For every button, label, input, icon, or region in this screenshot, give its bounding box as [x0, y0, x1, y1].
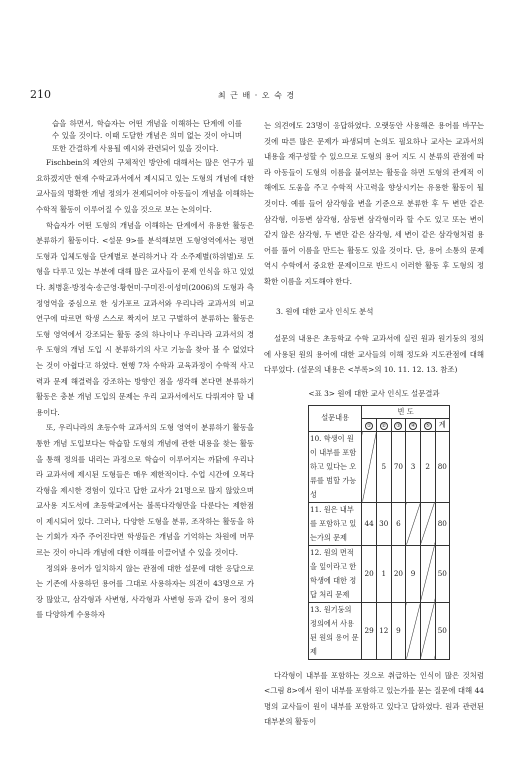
table-caption: <표 3> 원에 대한 교사 인식도 설문결과 — [308, 388, 440, 398]
table-header-item: 설문내용 — [309, 405, 362, 431]
cell-total: 80 — [435, 431, 449, 502]
cell: 9 — [391, 602, 406, 659]
scale-header: ③ — [391, 418, 406, 431]
cell: 6 — [391, 502, 406, 545]
cell — [420, 502, 435, 545]
scale-header: ② — [376, 418, 391, 431]
cell: 44 — [362, 502, 377, 545]
table-header-frequency: 빈 도 — [362, 405, 450, 418]
cell — [406, 602, 421, 659]
running-head: 최 근 배 · 오 숙 경 — [217, 91, 296, 100]
cell: 12 — [376, 602, 391, 659]
body-paragraph: 다각형이 내부를 포함하는 것으로 취급하는 인식이 많은 것처럼 <그림 8>에서 원이 내부를 포함하고 있는가를 묻는 질문에 대해 44명의 교사들이 원이 내부를 포함하고 있다고 답하였다. 원과 관련된 대부분의 활동이 — [264, 670, 484, 727]
survey-results-table — [308, 405, 450, 660]
scale-header-total: 계 — [435, 418, 449, 431]
body-paragraph: 는 의견에도 23명이 응답하였다. 오랫동안 사용해온 용어를 바꾸는 것에 따른 많은 문제가 파생되며 논의도 필요하나 교사는 교과서의 내용을 재구성할 수 있으므로 도형의 용어 지도 시 분류의 관점에 따라 아동들이 도형의 이름을 붙여보는 활동을 하면 도형의 관계적 이해에도 도움을 주고 수학적 사고력을 향상시키는 유용한 활동이 될 것이다. 예를 들어 삼각형을 변을 기준으로 분류한 후 두 변만 같은 삼각형, 이등변 삼각형, 삼등변 삼각형이라 할 수도 있고 또는 변이 같지 않은 삼각형, 두 변만 같은 삼각형, 세 변이 같은 삼각형처럼 용어를 풀어 이름을 만드는 활동도 있을 것이다. 단, 용어 소통의 문제 역시 수학에서 중요한 문제이므로 반드시 이러한 활동 후 도형의 정확한 이름을 지도해야 한다. — [264, 121, 484, 286]
table-row — [309, 431, 450, 502]
row-item: 10. 학생이 원이 내부를 포함하고 있다는 오류를 범할 가능성 — [309, 431, 362, 502]
cell: 30 — [376, 502, 391, 545]
section-heading: 3. 원에 대한 교사 인식도 분석 — [276, 306, 374, 316]
page-number: 210 — [30, 88, 51, 101]
cell — [362, 431, 377, 502]
body-paragraph: 또, 우리나라의 초등수학 교과서의 도형 영역이 분류하기 활동을 통한 개념 도입보다는 학습할 도형의 개념에 관한 내용을 찾는 활동을 통해 정의를 내리는 과정으로 학습이 이루어지는 까닭에 우리나라 교과서에 제시된 도형들은 매우 제한적이다. 수업 시간에 오목다각형을 제시한 경험이 있다고 답한 교사가 21명으로 많지 않았으며 교사용 지도서에 초등학교에서는 볼록다각형만을 다룬다는 제한점이 제시되어 있다. 그러나, 다양한 도형을 분류, 조작하는 활동을 하는 기회가 자주 주어진다면 학생들은 개념을 기억하는 차원에 머무르는 것이 아니라 개념에 대한 이해를 이끌어낼 수 있을 것이다. — [36, 423, 254, 558]
cell — [420, 545, 435, 602]
cell: 20 — [362, 545, 377, 602]
body-paragraph: 설문의 내용은 초등학교 수학 교과서에 실린 원과 원기둥의 정의에 사용된 원의 용어에 대한 교사들의 이해 정도와 지도관점에 대해 다루었다. (설문의 내용은 <부록>의 10. 11. 12. 13. 참조) — [264, 334, 484, 375]
cell — [420, 602, 435, 659]
row-item: 12. 원의 면적을 잎이라고 한 학생에 대한 정답 처리 문제 — [309, 545, 362, 602]
cell: 3 — [406, 431, 421, 502]
cell-total: 80 — [435, 502, 449, 545]
body-paragraph: 정의와 용어가 일치하지 않는 관점에 대한 설문에 대한 응답으로는 기존에 사용하던 용어를 그대로 사용하자는 의견이 43명으로 가장 많았고, 삼각형과 사변형, 사각형과 사변형 등과 같이 용어 정의를 다양하게 수용하자 — [36, 563, 254, 620]
table-row — [309, 545, 450, 602]
right-column — [264, 118, 484, 730]
table-row — [309, 502, 450, 545]
body-paragraph: 학습자가 어떤 도형의 개념을 이해하는 단계에서 유용한 활동은 분류하기 활동이다. <설문 9>를 분석해보면 도형영역에서는 평면도형과 입체도형을 단계별로 분리하거나 각 소주제별(하위별)로 도형을 다루고 있는 부분에 대해 많은 교사들이 문제 인식을 하고 있었다. 최병훈·방정숙·송근영·황현미·구미진·이성미(2006)의 도형과 측정영역을 중심으로 한 싱가포르 교과서와 우리나라 교과서의 비교 연구에 따르면 학생 스스로 짝지어 보고 구별하여 분류하는 활동은 도형 영역에서 강조되는 활동 중의 하나이나 우리나라 교과서의 경우 도형의 개념 도입 시 분류하기의 사고 기능을 찾아 볼 수 없었다는 것이 아쉽다고 하였다. 현행 7차 수학과 교육과정이 수학적 사고력과 문제 해결력을 강조하는 방향인 점을 생각해 본다면 분류하기 활동은 충분 개념 도입의 문제는 우리 교과서에서도 다뤄져야 할 내용이다. — [36, 220, 254, 417]
cell-total: 50 — [435, 602, 449, 659]
cell-total: 50 — [435, 545, 449, 602]
row-item: 13. 원기둥의 정의에서 사용된 원의 용어 문제 — [309, 602, 362, 659]
block-quote: 습을 하면서, 학습자는 어떤 개념을 이해하는 단계에 이를 수 있을 것이다. 이때 도달한 개념은 의미 없는 것이 아니며 또한 간결하게 사용될 예시와 관련되어 있을 것이다. — [52, 119, 242, 153]
cell: 5 — [376, 431, 391, 502]
cell: 9 — [406, 545, 421, 602]
row-item: 11. 원은 내부를 포함하고 있는가의 문제 — [309, 502, 362, 545]
cell: 20 — [391, 545, 406, 602]
scale-header: ① — [362, 418, 377, 431]
scale-header: ④ — [406, 418, 421, 431]
table-row — [309, 602, 450, 659]
left-column — [36, 118, 254, 623]
cell: 29 — [362, 602, 377, 659]
scale-header: ⑤ — [420, 418, 435, 431]
cell: 70 — [391, 431, 406, 502]
cell: 1 — [376, 545, 391, 602]
cell — [406, 502, 421, 545]
cell: 2 — [420, 431, 435, 502]
body-paragraph: Fischbein의 제안의 구체적인 방안에 대해서는 많은 연구가 필요하겠지만 현재 수학교과서에서 제시되고 있는 도형의 개념에 대한 교사들의 명확한 개념 정의가 전제되어야 아동들이 개념을 이해하는 수학적 활동이 이루어질 수 있을 것으로 보는 논의이다. — [36, 158, 254, 214]
